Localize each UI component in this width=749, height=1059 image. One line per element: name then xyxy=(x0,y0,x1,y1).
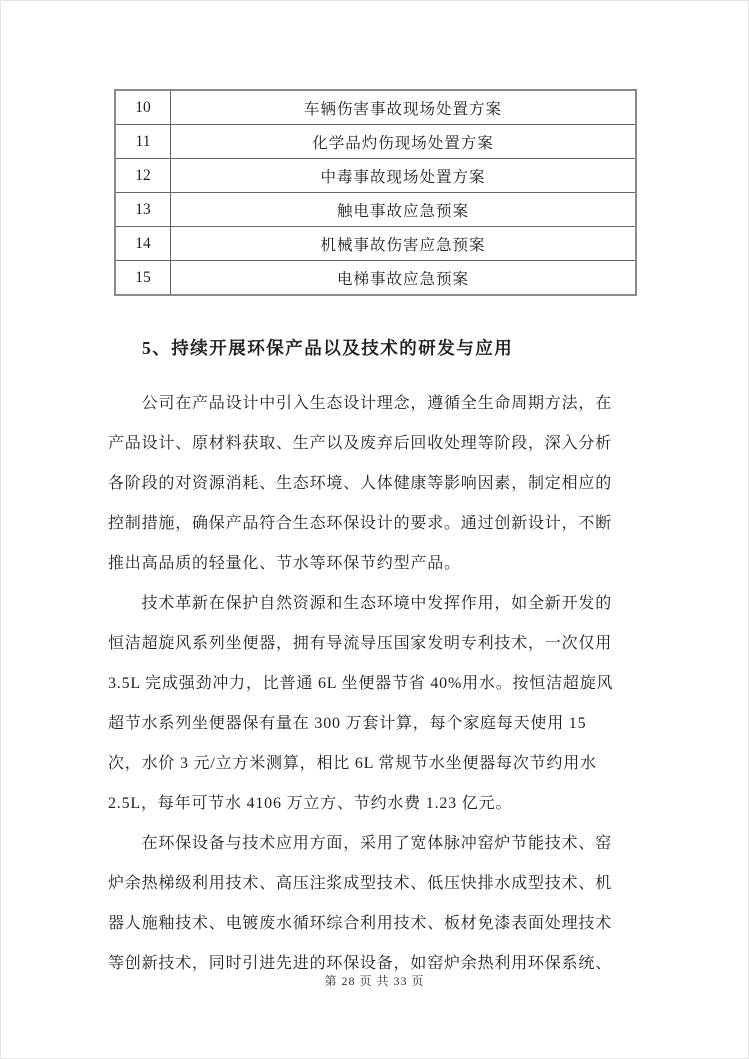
paragraph-line: 控制措施，确保产品符合生态环保设计的要求。通过创新设计，不断 xyxy=(108,515,613,532)
plan-name: 车辆伤害事故现场处置方案 xyxy=(171,90,637,125)
paragraph-line: 在环保设备与技术应用方面，采用了宽体脉冲窑炉节能技术、窑 xyxy=(108,835,613,852)
plan-name: 触电事故应急预案 xyxy=(171,193,637,227)
paragraph-line: 恒洁超旋风系列坐便器，拥有导流导压国家发明专利技术，一次仅用 xyxy=(108,635,613,652)
table-row xyxy=(115,90,636,125)
page-number-footer: 第 28 页 共 33 页 xyxy=(324,974,425,988)
table-row xyxy=(115,125,636,159)
row-number: 11 xyxy=(115,125,171,159)
row-number: 14 xyxy=(115,227,171,261)
body-text xyxy=(108,384,645,984)
paragraph-line: 各阶段的对资源消耗、生态环境、人体健康等影响因素，制定相应的 xyxy=(108,475,613,492)
section-heading: 5、持续开展环保产品以及技术的研发与应用 xyxy=(142,338,514,358)
paragraph-line: 炉余热梯级利用技术、高压注浆成型技术、低压快排水成型技术、机 xyxy=(108,875,613,892)
plan-name: 机械事故伤害应急预案 xyxy=(171,227,637,261)
plan-name: 化学品灼伤现场处置方案 xyxy=(171,125,637,159)
emergency-plan-table xyxy=(114,89,637,296)
table-row xyxy=(115,193,636,227)
paragraph-line: 超节水系列坐便器保有量在 300 万套计算，每个家庭每天使用 15 xyxy=(108,715,587,732)
paragraph xyxy=(108,384,645,584)
paragraph-line: 器人施釉技术、电镀废水循环综合利用技术、板材免漆表面处理技术 xyxy=(108,915,613,932)
paragraph-line: 次，水价 3 元/立方米测算，相比 6L 常规节水坐便器每次节约用水 xyxy=(108,755,597,772)
paragraph-line: 3.5L 完成强劲冲力，比普通 6L 坐便器节省 40%用水。按恒洁超旋风 xyxy=(108,675,614,692)
plan-name: 电梯事故应急预案 xyxy=(171,261,637,296)
plan-name: 中毒事故现场处置方案 xyxy=(171,159,637,193)
paragraph-line: 推出高品质的轻量化、节水等环保节约型产品。 xyxy=(108,555,461,572)
paragraph-line: 产品设计、原材料获取、生产以及废弃后回收处理等阶段，深入分析 xyxy=(108,435,613,452)
table-row xyxy=(115,227,636,261)
paragraph-line: 2.5L，每年可节水 4106 万立方、节约水费 1.23 亿元。 xyxy=(108,795,513,812)
row-number: 15 xyxy=(115,261,171,296)
paragraph-line: 等创新技术，同时引进先进的环保设备，如窑炉余热利用环保系统、 xyxy=(108,955,613,972)
row-number: 10 xyxy=(115,90,171,125)
paragraph-line: 公司在产品设计中引入生态设计理念，遵循全生命周期方法，在 xyxy=(108,395,613,412)
paragraph-line: 技术革新在保护自然资源和生态环境中发挥作用，如全新开发的 xyxy=(108,595,613,612)
table-row xyxy=(115,261,636,296)
table-row xyxy=(115,159,636,193)
paragraph xyxy=(108,584,645,824)
paragraph xyxy=(108,824,645,984)
row-number: 12 xyxy=(115,159,171,193)
row-number: 13 xyxy=(115,193,171,227)
